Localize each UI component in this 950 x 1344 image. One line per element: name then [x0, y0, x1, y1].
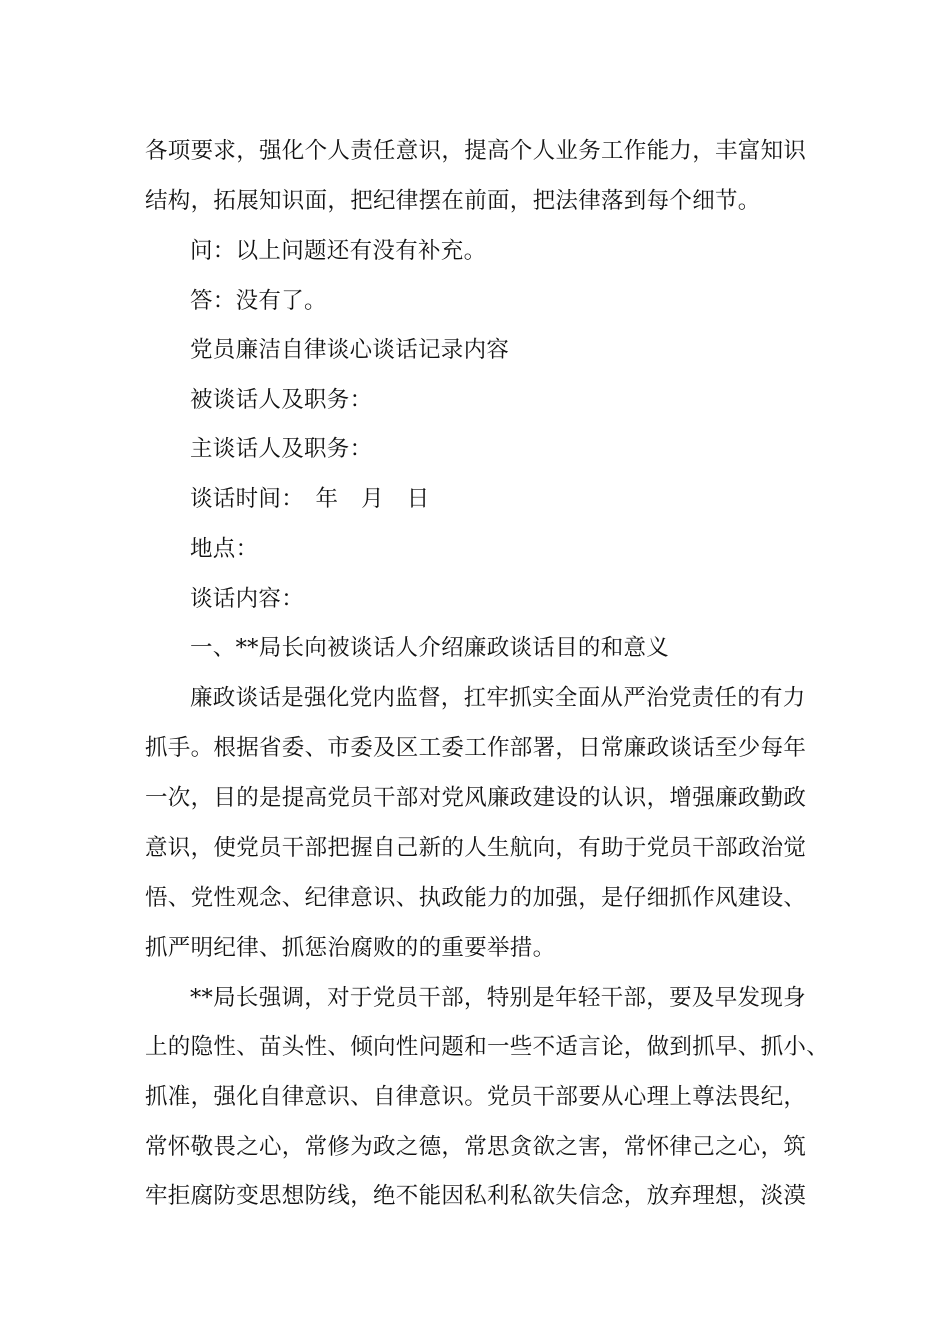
location-field: 地点： [190, 536, 259, 562]
date-field: 谈话时间： 年 月 日 [190, 486, 430, 512]
question-line: 问：以上问题还有没有补充。 [190, 238, 487, 264]
section-title: 党员廉洁自律谈心谈话记录内容 [190, 337, 510, 363]
paragraph-line: 悟、党性观念、纪律意识、执政能力的加强，是仔细抓作风建设、 [145, 885, 807, 911]
heading-line: 一、**局长向被谈话人介绍廉政谈话目的和意义 [190, 635, 670, 661]
paragraph-line: 一次，目的是提高党员干部对党风廉政建设的认识，增强廉政勤政 [145, 785, 807, 811]
paragraph-line: 廉政谈话是强化党内监督，扛牢抓实全面从严治党责任的有力 [190, 685, 806, 711]
text-line: 各项要求，强化个人责任意识，提高个人业务工作能力，丰富知识 [145, 138, 807, 164]
interviewer-field: 主谈话人及职务： [190, 436, 373, 462]
paragraph-line: 牢拒腐防变思想防线，绝不能因私利私欲失信念，放弃理想，淡漠 [145, 1183, 807, 1209]
answer-line: 答：没有了。 [190, 288, 327, 314]
interviewee-field: 被谈话人及职务： [190, 387, 373, 413]
paragraph-line: 上的隐性、苗头性、倾向性问题和一些不适言论，做到抓早、抓小、 [145, 1034, 830, 1060]
paragraph-line: **局长强调，对于党员干部，特别是年轻干部，要及早发现身 [190, 985, 806, 1011]
text-line: 结构，拓展知识面，把纪律摆在前面，把法律落到每个细节。 [145, 188, 761, 214]
paragraph-line: 意识，使党员干部把握自己新的人生航向，有助于党员干部政治觉 [145, 835, 807, 861]
paragraph-line: 常怀敬畏之心，常修为政之德，常思贪欲之害，常怀律己之心，筑 [145, 1134, 807, 1160]
content-field: 谈话内容： [190, 586, 305, 612]
paragraph-line: 抓准，强化自律意识、自律意识。党员干部要从心理上尊法畏纪， [145, 1084, 807, 1110]
paragraph-line: 抓严明纪律、抓惩治腐败的的重要举措。 [145, 935, 556, 961]
paragraph-line: 抓手。根据省委、市委及区工委工作部署，日常廉政谈话至少每年 [145, 735, 807, 761]
